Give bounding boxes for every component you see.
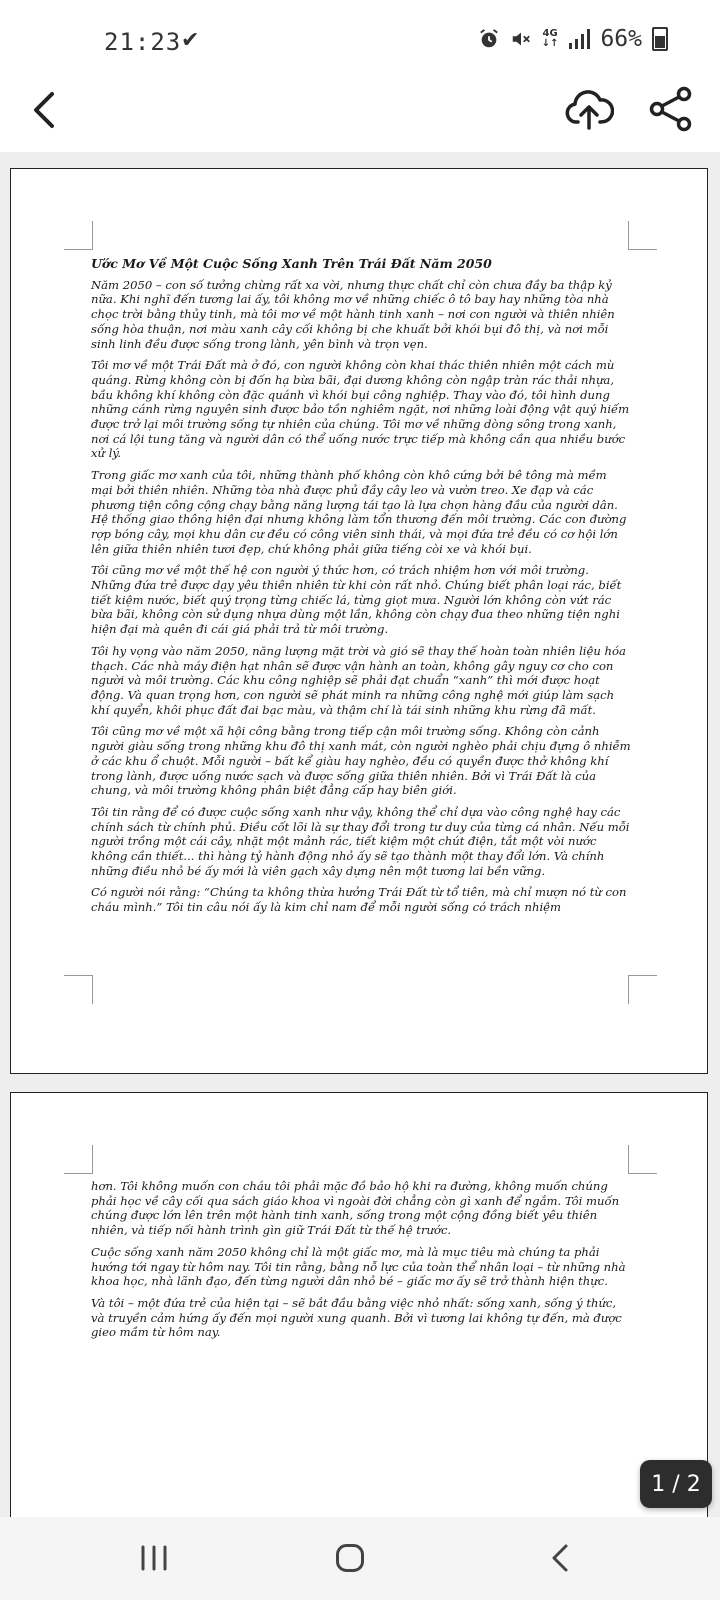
upload-button[interactable] [564, 84, 614, 134]
system-back-button[interactable] [530, 1535, 590, 1581]
paragraph: Tôi cũng mơ về một xã hội công bằng trong tiếp cận môi trường sống. Không còn cảnh người giàu sống trong những khu đô thị xanh mát, còn người nghèo phải chịu đựng ô nhiễm ở các khu ổ chuột. Mỗi người – bất kể giàu hay nghèo, đều có quyền được thở không khí trong lành, được uống nước sạch và được sống giữa thiên nhiên. Bởi vì Trái Đất là của chung, và môi trường không phân biệt đẳng cấp hay biên giới. [91, 724, 631, 798]
paragraph: Tôi tin rằng để có được cuộc sống xanh như vậy, không thể chỉ dựa vào công nghệ hay các chính sách từ chính phủ. Điều cốt lõi là sự thay đổi trong tư duy của từng cá nhân. Nếu mỗi người trồng một cái cây, nhặt một mảnh rác, tiết kiệm một chút điện, tắt một vòi nước không cần thiết... thì hàng tỷ hành động nhỏ ấy sẽ tạo thành một thay đổi lớn. Và chính những điều nhỏ bé ấy mới là viên gạch xây dựng nên một tương lai bền vững. [91, 804, 630, 878]
crop-mark [628, 975, 657, 1004]
battery-percent: 66% [600, 26, 642, 52]
paragraph: Tôi hy vọng vào năm 2050, năng lượng mặt trời và gió sẽ thay thế hoàn toàn nhiên liệu hóa thạch. Các nhà máy điện hạt nhân sẽ được vận hành an toàn, không gây nguy cơ cho con người và môi trường. Các khu công nghiệp sẽ phải đạt chuẩn “xanh” thì mới được hoạt động. Và quan trọng hơn, con người sẽ phát minh ra những công nghệ mới giúp làm sạch khí quyển, khôi phục đất đai bạc màu, và thậm chí là tái sinh những khu rừng đã mất. [91, 643, 626, 717]
paragraph: Tôi mơ về một Trái Đất mà ở đó, con người không còn khai thác thiên nhiên một cách mù quáng. Rừng không còn bị đốn hạ bừa bãi, đại dương không còn ngập tràn rác thải nhựa, bầu không khí không còn đặc quánh vì khói bụi công nghiệp. Thay vào đó, tôi hình dung những cánh rừng nguyên sinh được bảo tồn nghiêm ngặt, nơi những loài động vật quý hiếm được trở lại môi trường sống tự nhiên của chúng. Tôi mơ về những dòng sông trong xanh, nơi cá lội tung tăng và người dân có thể uống nước trực tiếp mà không cần qua nhiều bước xử lý. [91, 358, 630, 461]
battery-icon [652, 27, 668, 51]
document-viewer[interactable] [0, 152, 720, 1517]
home-icon [335, 1543, 365, 1573]
page-1-text [91, 257, 631, 922]
mute-icon [510, 28, 532, 50]
recent-apps-icon [139, 1544, 169, 1572]
paragraph: Có người nói rằng: “Chúng ta không thừa hưởng Trái Đất từ tổ tiên, mà chỉ mượn nó từ con cháu mình.” Tôi tin câu nói ấy là kim chỉ nam để mỗi người sống có trách nhiệm [91, 885, 627, 915]
share-icon [648, 86, 694, 132]
document-page-2 [10, 1092, 708, 1517]
paragraph: Cuộc sống xanh năm 2050 không chỉ là một giấc mơ, mà là mục tiêu mà chúng ta phải hướng tới ngay từ hôm nay. Tôi tin rằng, bằng nỗ lực của toàn thể nhân loại – từ những nhà khoa học, nhà lãnh đạo, đến từng người dân nhỏ bé – giấc mơ ấy sẽ trở thành hiện thực. [91, 1244, 626, 1289]
status-time: 21:23 [104, 28, 182, 56]
alarm-icon [478, 28, 500, 50]
back-icon [550, 1543, 570, 1573]
back-arrow-icon [32, 91, 56, 129]
crop-mark [628, 1145, 657, 1174]
network-type: 4G ↓↑ [541, 28, 559, 49]
download-complete-icon: ✔ [181, 28, 200, 53]
back-button[interactable] [22, 88, 66, 132]
share-button[interactable] [648, 86, 694, 132]
status-icons [478, 26, 668, 52]
system-nav-bar [0, 1517, 720, 1600]
crop-mark [64, 221, 93, 250]
crop-mark [64, 975, 93, 1004]
signal-icon [568, 29, 590, 49]
paragraph: Trong giấc mơ xanh của tôi, những thành phố không còn khô cứng bởi bê tông mà mềm mại bởi thiên nhiên. Những tòa nhà được phủ đầy cây leo và vườn treo. Xe đạp và các phương tiện công cộng chạy bằng năng lượng tái tạo là lựa chọn hàng đầu của người dân. Hệ thống giao thông hiện đại nhưng không làm tổn thương đến môi trường. Các con đường rợp bóng cây, mọi khu dân cư đều có công viên sinh thái, và mọi đứa trẻ đều có cơ hội lớn lên giữa thiên nhiên tươi đẹp, chứ không phải giữa tiếng còi xe và khói bụi. [91, 468, 627, 556]
paragraph: hơn. Tôi không muốn con cháu tôi phải mặc đồ bảo hộ khi ra đường, không muốn chúng phải học về cây cối qua sách giáo khoa vì ngoài đời chẳng còn gì xanh để ngắm. Tôi muốn chúng được lớn lên trên một hành tinh xanh, sống trong một cộng đồng biết yêu thiên nhiên, và tiếp nối hành trình gìn giữ Trái Đất từ thế hệ trước. [91, 1179, 620, 1238]
status-bar [0, 0, 720, 88]
crop-mark [64, 1145, 93, 1174]
paragraph: Năm 2050 – con số tưởng chừng rất xa vời, nhưng thực chất chỉ còn chưa đầy ba thập kỷ nữa. Khi nghĩ đến tương lai ấy, tôi không mơ về những chiếc ô tô bay hay những tòa nhà chọc trời bằng thủy tinh, mà tôi mơ về một hành tinh xanh – nơi con người và thiên nhiên sống hòa thuận, nơi màu xanh cây cối không bị che khuất bởi khói bụi đô thị, và nơi mỗi sinh linh đều được sống trong lành, yên bình và trọn vẹn. [91, 277, 615, 351]
home-button[interactable] [320, 1535, 380, 1581]
recent-apps-button[interactable] [124, 1535, 184, 1581]
page-indicator: 1 / 2 [640, 1460, 712, 1508]
document-page-1 [10, 168, 708, 1074]
page-2-text [91, 1179, 631, 1347]
cloud-upload-icon [564, 84, 614, 134]
app-toolbar [0, 88, 720, 152]
document-title: Ước Mơ Về Một Cuộc Sống Xanh Trên Trái Đất Năm 2050 [91, 256, 492, 271]
paragraph: Và tôi – một đứa trẻ của hiện tại – sẽ bắt đầu bằng việc nhỏ nhất: sống xanh, sống ý thức, và truyền cảm hứng ấy đến mọi người xung quanh. Bởi vì tương lai không tự đến, mà được gieo mầm từ hôm nay. [91, 1295, 622, 1340]
paragraph: Tôi cũng mơ về một thế hệ con người ý thức hơn, có trách nhiệm hơn với môi trường. Những đứa trẻ được dạy yêu thiên nhiên từ khi còn rất nhỏ. Chúng biết phân loại rác, biết tiết kiệm nước, biết quý trọng từng chiếc lá, từng giọt mưa. Người lớn không còn vứt rác bừa bãi, không còn sử dụng nhựa dùng một lần, không còn chạy đua theo những tiện nghi hiện đại mà quên đi cái giá phải trả từ môi trường. [91, 563, 622, 637]
crop-mark [628, 221, 657, 250]
